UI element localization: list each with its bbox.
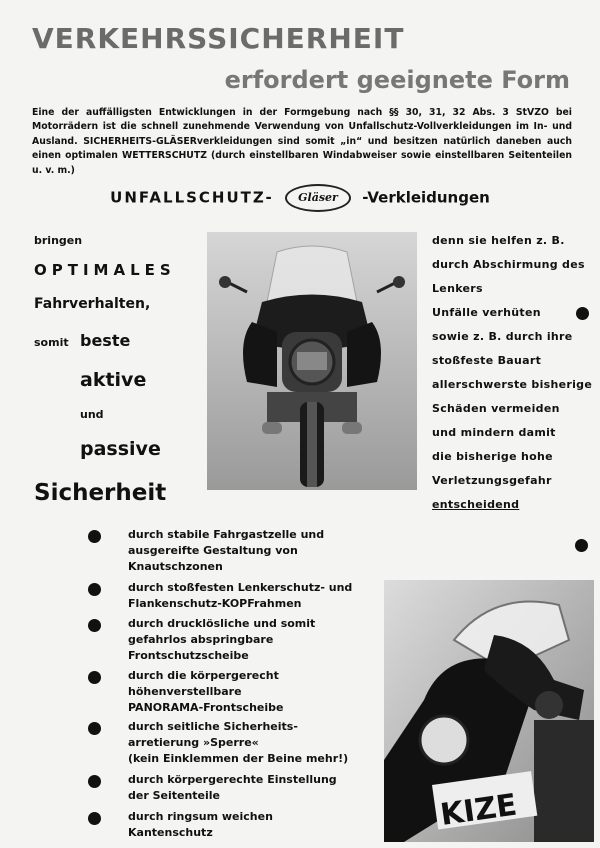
list-item-5: durch seitliche Sicherheits- arretierung »Sperre« (kein Einklemmen der Beine mehr!) [128, 720, 349, 765]
text-passive: passive [80, 438, 161, 460]
rider-fairing-photo [384, 580, 594, 842]
text-beste: beste [80, 331, 131, 350]
list-item-2: durch stoßfesten Lenkerschutz- und Flankenschutz-KOPFrahmen [128, 581, 353, 610]
bullet-dot-icon [88, 619, 101, 632]
text-und: und [80, 408, 104, 421]
list-item-4: durch die körpergerecht höhenverstellbare PANORAMA-Frontscheibe [128, 669, 284, 714]
list-item-6: durch körpergerechte Einstellung der Seitenteile [128, 773, 337, 802]
bullet-dot-icon [576, 307, 589, 320]
bullet-dot-icon [88, 722, 101, 735]
text-somit: somit [34, 336, 69, 349]
right-line-2: durch Abschirmung des [432, 258, 585, 271]
bullet-dot-icon [88, 530, 101, 543]
bullet-dot-icon [88, 583, 101, 596]
bullet-dot-icon [88, 671, 101, 684]
page-subtitle: erfordert geeignete Form [224, 66, 570, 94]
glaeser-logo: Gläser [285, 184, 351, 212]
intro-paragraph: Eine der auffälligsten Entwicklungen in der Formgebung nach §§ 30, 31, 32 Abs. 3 StVZO bei Motorrädern ist die schnell zunehmende Verwendung von Unfallschutz-Vollverkleidungen im In- und Ausland. SICHERHEITS-GLÄSERverkleidungen sind somit „in“ und besitzen natürlich daneben auch einen optimalen WETTERSCHUTZ (durch einstellbaren Windabweiser sowie einstellbaren Seitenteilen u. v. m.) [32, 107, 572, 176]
list-item-3: durch drucklösliche und somit gefahrlos abspringbare Frontschutzscheibe [128, 617, 316, 662]
right-line-12: entscheidend [432, 498, 520, 511]
right-line-10: die bisherige hohe [432, 450, 553, 463]
rider-fairing-illustration [384, 580, 594, 842]
text-bringen: bringen [34, 234, 83, 247]
motorcycle-front-photo [207, 232, 417, 490]
right-line-1: denn sie helfen z. B. [432, 234, 565, 247]
text-fahrverhalten: Fahrverhalten, [34, 296, 151, 312]
heading-right: -Verkleidungen [362, 188, 490, 207]
right-line-4: Unfälle verhüten [432, 306, 541, 319]
bullet-dot-icon [88, 812, 101, 825]
heading-left: UNFALLSCHUTZ- [110, 188, 274, 207]
right-line-6: stoßfeste Bauart [432, 354, 542, 367]
right-line-11: Verletzungsgefahr [432, 474, 552, 487]
section-heading [0, 184, 600, 212]
right-line-7: allerschwerste bisherige [432, 378, 593, 391]
motorcycle-front-illustration [207, 232, 417, 490]
photo-lettering: KIZE [438, 787, 520, 833]
right-line-9: und mindern damit [432, 426, 556, 439]
bullet-dot-icon [575, 539, 588, 552]
text-sicherheit: Sicherheit [34, 480, 167, 506]
bullet-dot-icon [88, 775, 101, 788]
right-line-5: sowie z. B. durch ihre [432, 330, 573, 343]
page-title: VERKEHRSSICHERHEIT [32, 22, 405, 55]
text-aktive: aktive [80, 369, 147, 391]
text-optimales: OPTIMALES [34, 261, 176, 279]
list-item-1: durch stabile Fahrgastzelle und ausgereifte Gestaltung von Knautschzonen [128, 528, 325, 573]
list-item-7: durch ringsum weichen Kantenschutz [128, 810, 273, 839]
right-line-3: Lenkers [432, 282, 483, 295]
right-line-8: Schäden vermeiden [432, 402, 560, 415]
